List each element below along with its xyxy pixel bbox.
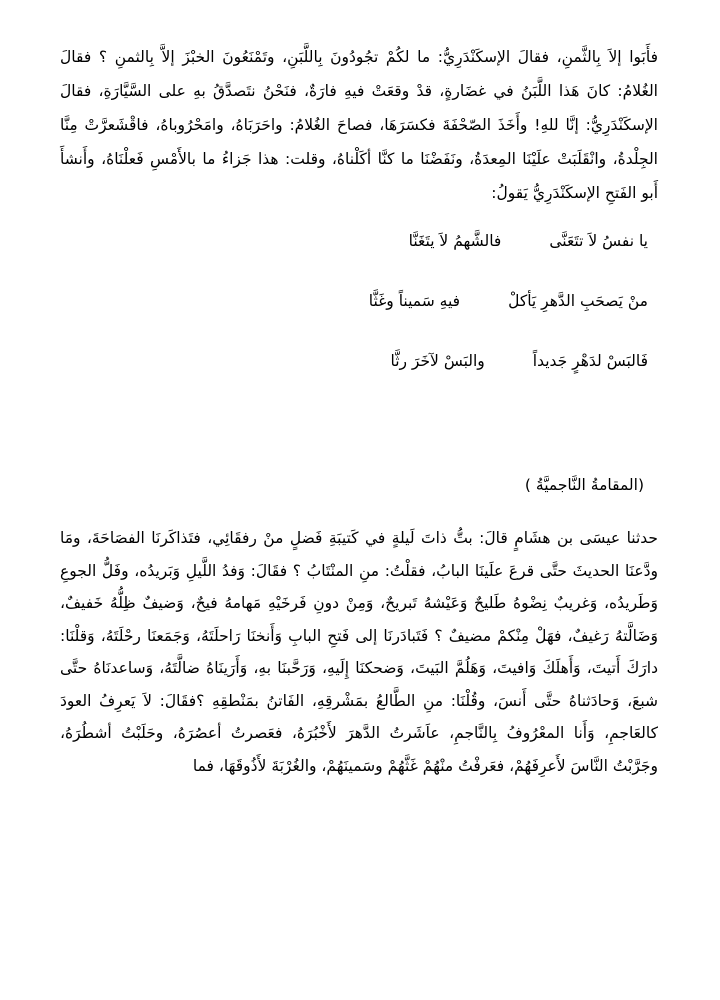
- paragraph-maqama-najimiyya: حدثنا عيسَى بن هشَامٍ قالَ: بتُّ ذاتَ لَيلةٍ في كَتيبَةِ فَضلٍ منْ رفقَائِي، فتَذاكَرنَا الفصَاحَةَ، ومَا ودَّعنَا الحديثَ حتَّى قرعَ علَينَا البابُ، فقلْتُ: منِ المنْتَابُ ؟ فقَالَ: وَفدُ اللَّيلِ وَبَريدُه، وفَلُّ الجوعِ وَطَريدُه، وَغريبٌ نِضْوهُ طَليحٌ وَعَيْشهُ تَبريحٌ، وَمِنْ دونِ فَرخَيْهِ مَهامهُ فيحٌ، وَضيفٌ ظِلُّهُ خَفيفٌ، وَضَالَّتهُ رَغيفٌ، فهَلْ مِنْكمْ مضيفٌ ؟ فَتَبادَرنَا إلى فَتحِ البابِ وَأَنخنَا رَاحلَتَهُ، وَجَمَعنَا رحْلَتَهُ، وَقلْنَا: دارَكَ أَتيتَ، وَأَهلَكَ وَافيتَ، وَهَلُمَّ البَيتَ، وَضحكنَا إِلَيهِ، وَرَحَّبنَا بهِ، وَأَرَينَاهُ ضالَّتَهُ، وَساعدنَاهُ حتَّى شبعَ، وَحادَثناهُ حتَّى أَنسَ، وقُلْنَا: منِ الطَّالعُ بمَشْرقِهِ، الفَاتنُ بمَنْطقِهِ ؟فقَالَ: لاَ يَعرِفُ العودَ كالعَاجمِ، وَأَنا المعْرُوفُ بِالنَّاجمِ، عاَشَرتُ الدَّهرَ لأَخْبُرَهُ، فعَصرتُ أعصُرَهُ، وحَلَبْتُ أشطُرَهُ، وجَرَّبْتُ النَّاسَ لأَعرِفَهُمْ، فعَرفْتُ منْهُمْ غَثَّهُمْ وسَمينَهُمْ، والغُرْبَةَ لأَذُوقَهَا، فما: [60, 529, 658, 775]
- verse-first-hemistich: يا نفسُ لاَ تتَعَنَّى: [549, 232, 648, 250]
- verse-second-hemistich: والبَسْ لآخَرَ رثَّا: [390, 352, 485, 370]
- poem-verse: [60, 284, 648, 318]
- verse-second-hemistich: فيهِ سَميناً وغَثَّا: [368, 292, 461, 310]
- paragraph-maqama-ending: فأَبَوا إلاَ بِالثَّمنِ، فقالَ الإسكَنْدَرِيُّ: ما لكُمْ تجُودُونَ بِاللَّبَنِ، وتَمْنَعُونَ الخبْزَ إلاَّ بِالثمنِ ؟ فقالَ الغُلامُ: كانَ هَذا اللَّبَنُ في غضَارةٍ، قدْ وقعَتْ فيهِ فارَةٌ، فنَحْنُ نتَصدَّقُ بهِ على السَّيَّارَةِ، فقالَ الإسكَنْدَرِيُّ: إنَّا للهِ! وأَخَذَ الصّحْفَةَ فكسَرَهَا، فصاحَ الغُلامُ: واحَرَبَاهُ، وامَحْرُوباهُ، فاقْشَعرَّتْ مِنَّا الجِلْدةُ، وانْقَلَبَتْ علَيْنَا المِعدَةُ، ونَفَضْنَا ما كنَّا أكَلْناهُ، وقلت: هذا جَزاءُ ما بالأَمْسِ فَعلْنَاهُ، وأَنشأَ أَبو الفَتحِ الإسكَنْدَرِيُّ يَقولُ:: [60, 48, 658, 202]
- verse-first-hemistich: فَالبَسْ لدَهْرٍ جَديداً: [532, 352, 648, 370]
- poem-verse: [60, 344, 648, 378]
- verse-first-hemistich: منْ يَصحَبِ الدَّهرِ يَأكلْ: [508, 292, 648, 310]
- poem-verses: [60, 224, 658, 378]
- section-title: (المقامةُ النَّاجميَّةُ ): [524, 476, 644, 494]
- poem-verse: [60, 224, 648, 258]
- verse-second-hemistich: فالشَّهمُ لاَ يتَغَنَّا: [408, 232, 502, 250]
